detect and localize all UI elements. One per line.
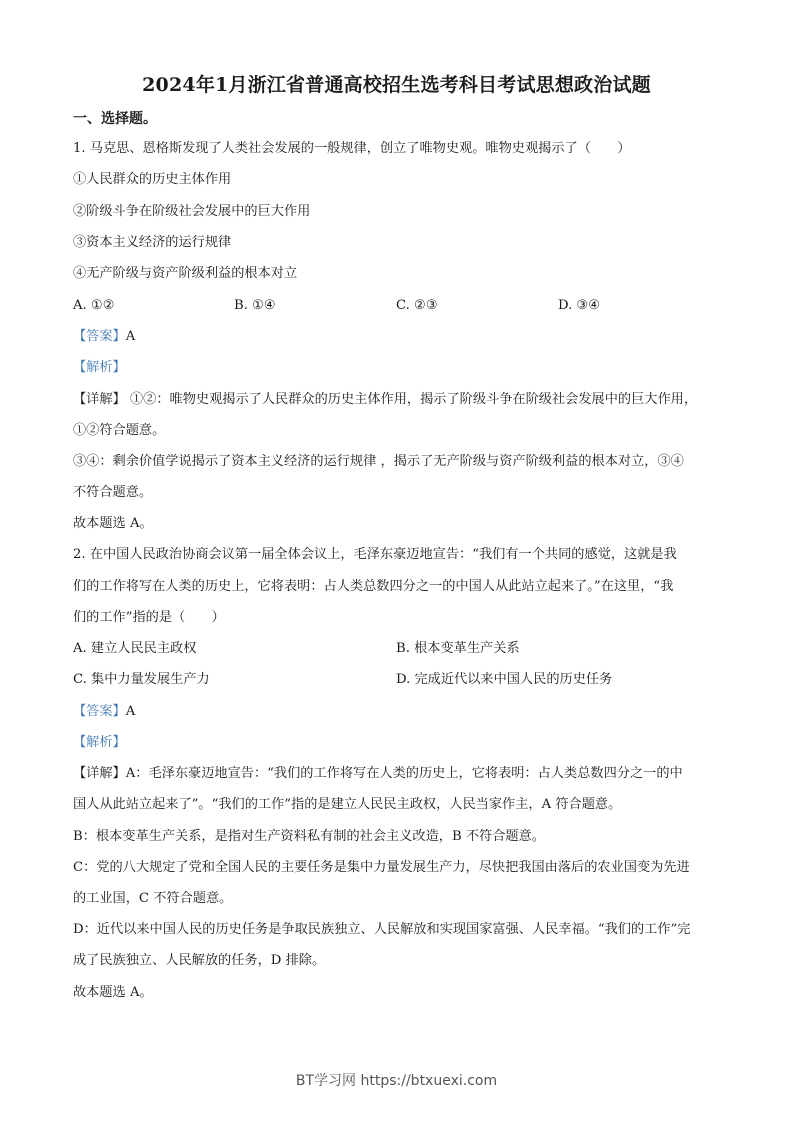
question-1-detail: 不符合题意。 xyxy=(73,485,153,500)
question-2-stem: 们的工作”指的是（ ） xyxy=(73,610,225,625)
question-1-detail: ①②符合题意。 xyxy=(73,423,166,438)
question-1-option-a: A. ①② xyxy=(73,298,115,313)
question-2-detail: 国人从此站立起来了”。“我们的工作”指的是建立人民民主政权，人民当家作主，A 符合题意。 xyxy=(73,797,622,812)
question-2-stem: 2. 在中国人民政治协商会议第一届全体会议上，毛泽东豪迈地宣告：“我们有一个共同的感觉，这就是我 xyxy=(73,547,677,562)
page-title: 2024年1月浙江省普通高校招生选考科目考试思想政治试题 xyxy=(142,74,651,96)
question-2-detail: 故本题选 A。 xyxy=(73,985,153,1000)
question-2-detail: 【详解】A：毛泽东豪迈地宣告：“我们的工作将写在人类的历史上，它将表明：占人类总数四分之一的中 xyxy=(73,766,683,781)
question-2-analysis-tag: 【解析】 xyxy=(73,735,126,750)
footer-watermark: BT学习网 https://btxuexi.com xyxy=(295,1073,498,1089)
answer-value: A xyxy=(125,329,136,344)
question-2-option-a: A. 建立人民民主政权 xyxy=(73,641,197,656)
question-1-stem: 1. 马克思、恩格斯发现了人类社会发展的一般规律，创立了唯物史观。唯物史观揭示了（ ） xyxy=(73,141,631,156)
question-2-option-b: B. 根本变革生产关系 xyxy=(396,641,520,656)
question-1-option-d: D. ③④ xyxy=(558,298,601,313)
question-2-option-d: D. 完成近代以来中国人民的历史任务 xyxy=(396,672,613,687)
question-2-detail: 成了民族独立、人民解放的任务，D 排除。 xyxy=(73,953,326,968)
section-heading: 一、选择题。 xyxy=(73,111,157,127)
question-1-statement: ④无产阶级与资产阶级利益的根本对立 xyxy=(73,266,298,281)
question-2-answer xyxy=(73,703,135,721)
question-1-statement: ③资本主义经济的运行规律 xyxy=(73,235,232,250)
question-1-detail: 【详解】 ①②：唯物史观揭示了人民群众的历史主体作用，揭示了阶级斗争在阶级社会发展中的巨大作用， xyxy=(73,392,698,407)
question-1-option-b: B. ①④ xyxy=(234,298,276,313)
answer-tag: 【答案】 xyxy=(73,704,126,719)
question-1-detail: ③④：剩余价值学说揭示了资本主义经济的运行规律 ，揭示了无产阶级与资产阶级利益的根本对立，③④ xyxy=(73,454,684,469)
answer-tag: 【答案】 xyxy=(73,329,126,344)
question-2-detail: 的工业国，C 不符合题意。 xyxy=(73,891,233,906)
question-1-analysis-tag: 【解析】 xyxy=(73,360,126,375)
question-2-detail: B：根本变革生产关系，是指对生产资料私有制的社会主义改造，B 不符合题意。 xyxy=(73,829,545,844)
question-2-stem: 们的工作将写在人类的历史上，它将表明：占人类总数四分之一的中国人从此站立起来了。”在这里，“我 xyxy=(73,579,674,594)
question-1-answer xyxy=(73,328,135,346)
question-1-statement: ②阶级斗争在阶级社会发展中的巨大作用 xyxy=(73,204,311,219)
question-1-option-c: C. ②③ xyxy=(396,298,438,313)
question-2-detail: D：近代以来中国人民的历史任务是争取民族独立、人民解放和实现国家富强、人民幸福。“我们的工作”完 xyxy=(73,922,691,937)
question-2-option-c: C. 集中力量发展生产力 xyxy=(73,672,210,687)
question-1-detail: 故本题选 A。 xyxy=(73,516,153,531)
answer-value: A xyxy=(125,704,136,719)
question-2-detail: C：党的八大规定了党和全国人民的主要任务是集中力量发展生产力，尽快把我国由落后的农业国变为先进 xyxy=(73,860,690,875)
question-1-statement: ①人民群众的历史主体作用 xyxy=(73,172,232,187)
